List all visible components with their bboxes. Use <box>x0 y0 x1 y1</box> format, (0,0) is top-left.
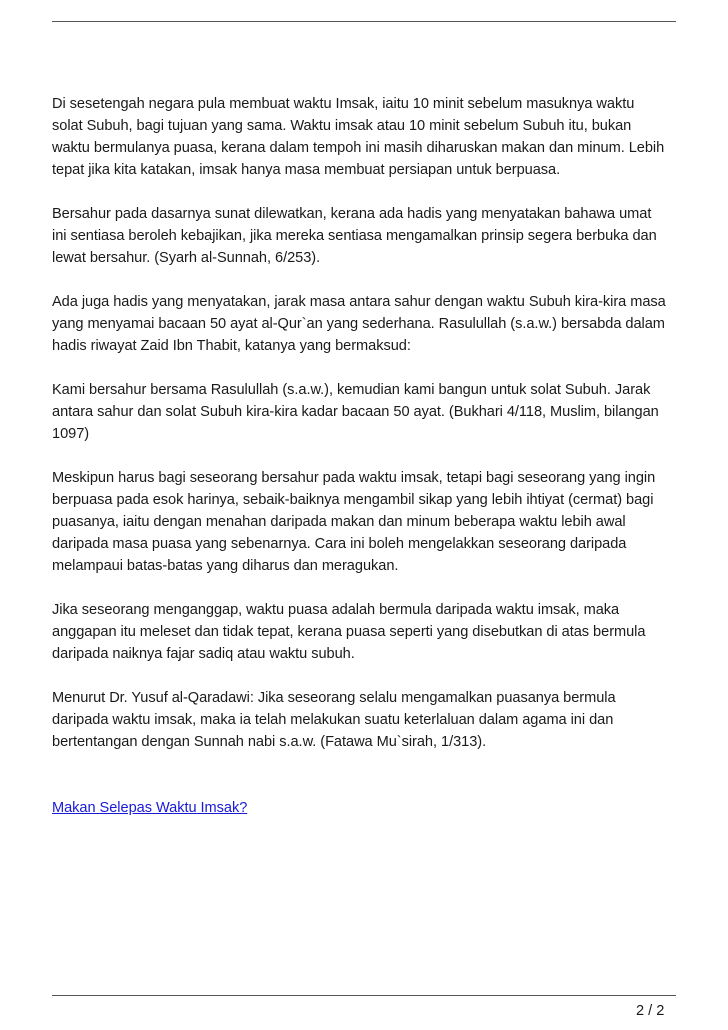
paragraph: Menurut Dr. Yusuf al-Qaradawi: Jika seseorang selalu mengamalkan puasanya bermula daripada waktu imsak, maka ia telah melakukan suatu keterlaluan dalam agama ini dan bertentangan dengan Sunnah nabi s.a.w. (Fatawa Mu`sirah, 1/313). <box>52 690 616 750</box>
paragraph: Meskipun harus bagi seseorang bersahur pada waktu imsak, tetapi bagi seseorang yang ingin berpuasa pada esok harinya, sebaik-baiknya mengambil sikap yang lebih ihtiyat (cermat) bagi puasanya, iaitu dengan menahan daripada makan dan minum beberapa waktu lebih awal daripada masa puasa yang sebenarnya. Cara ini boleh mengelakkan seseorang daripada melampaui batas-batas yang diharus dan meragukan. <box>52 470 656 574</box>
document-body <box>52 93 680 841</box>
article-link[interactable]: Makan Selepas Waktu Imsak? <box>52 800 248 816</box>
footer-divider <box>52 995 676 996</box>
paragraph: Di sesetengah negara pula membuat waktu Imsak, iaitu 10 minit sebelum masuknya waktu solat Subuh, bagi tujuan yang sama. Waktu imsak atau 10 minit sebelum Subuh itu, bukan waktu bermulanya puasa, kerana dalam tempoh ini masih diharuskan makan dan minum. Lebih tepat jika kita katakan, imsak hanya masa membuat persiapan untuk berpuasa. <box>52 96 665 178</box>
header-divider <box>52 21 676 22</box>
paragraph: Kami bersahur bersama Rasulullah (s.a.w.), kemudian kami bangun untuk solat Subuh. Jarak antara sahur dan solat Subuh kira-kira kadar bacaan 50 ayat. (Bukhari 4/118, Muslim, bilangan 1097) <box>52 382 659 442</box>
page-number: 2 / 2 <box>636 1003 665 1019</box>
paragraph: Bersahur pada dasarnya sunat dilewatkan, kerana ada hadis yang menyatakan bahawa umat ini sentiasa beroleh kebajikan, jika mereka sentiasa mengamalkan prinsip segera berbuka dan lewat bersahur. (Syarh al-Sunnah, 6/253). <box>52 206 657 266</box>
paragraph: Ada juga hadis yang menyatakan, jarak masa antara sahur dengan waktu Subuh kira-kira masa yang menyamai bacaan 50 ayat al-Qur`an yang sederhana. Rasulullah (s.a.w.) bersabda dalam hadis riwayat Zaid Ibn Thabit, katanya yang bermaksud: <box>52 294 666 354</box>
paragraph: Jika seseorang menganggap, waktu puasa adalah bermula daripada waktu imsak, maka anggapan itu meleset dan tidak tepat, kerana puasa seperti yang disebutkan di atas bermula daripada naiknya fajar sadiq atau waktu subuh. <box>52 602 646 662</box>
